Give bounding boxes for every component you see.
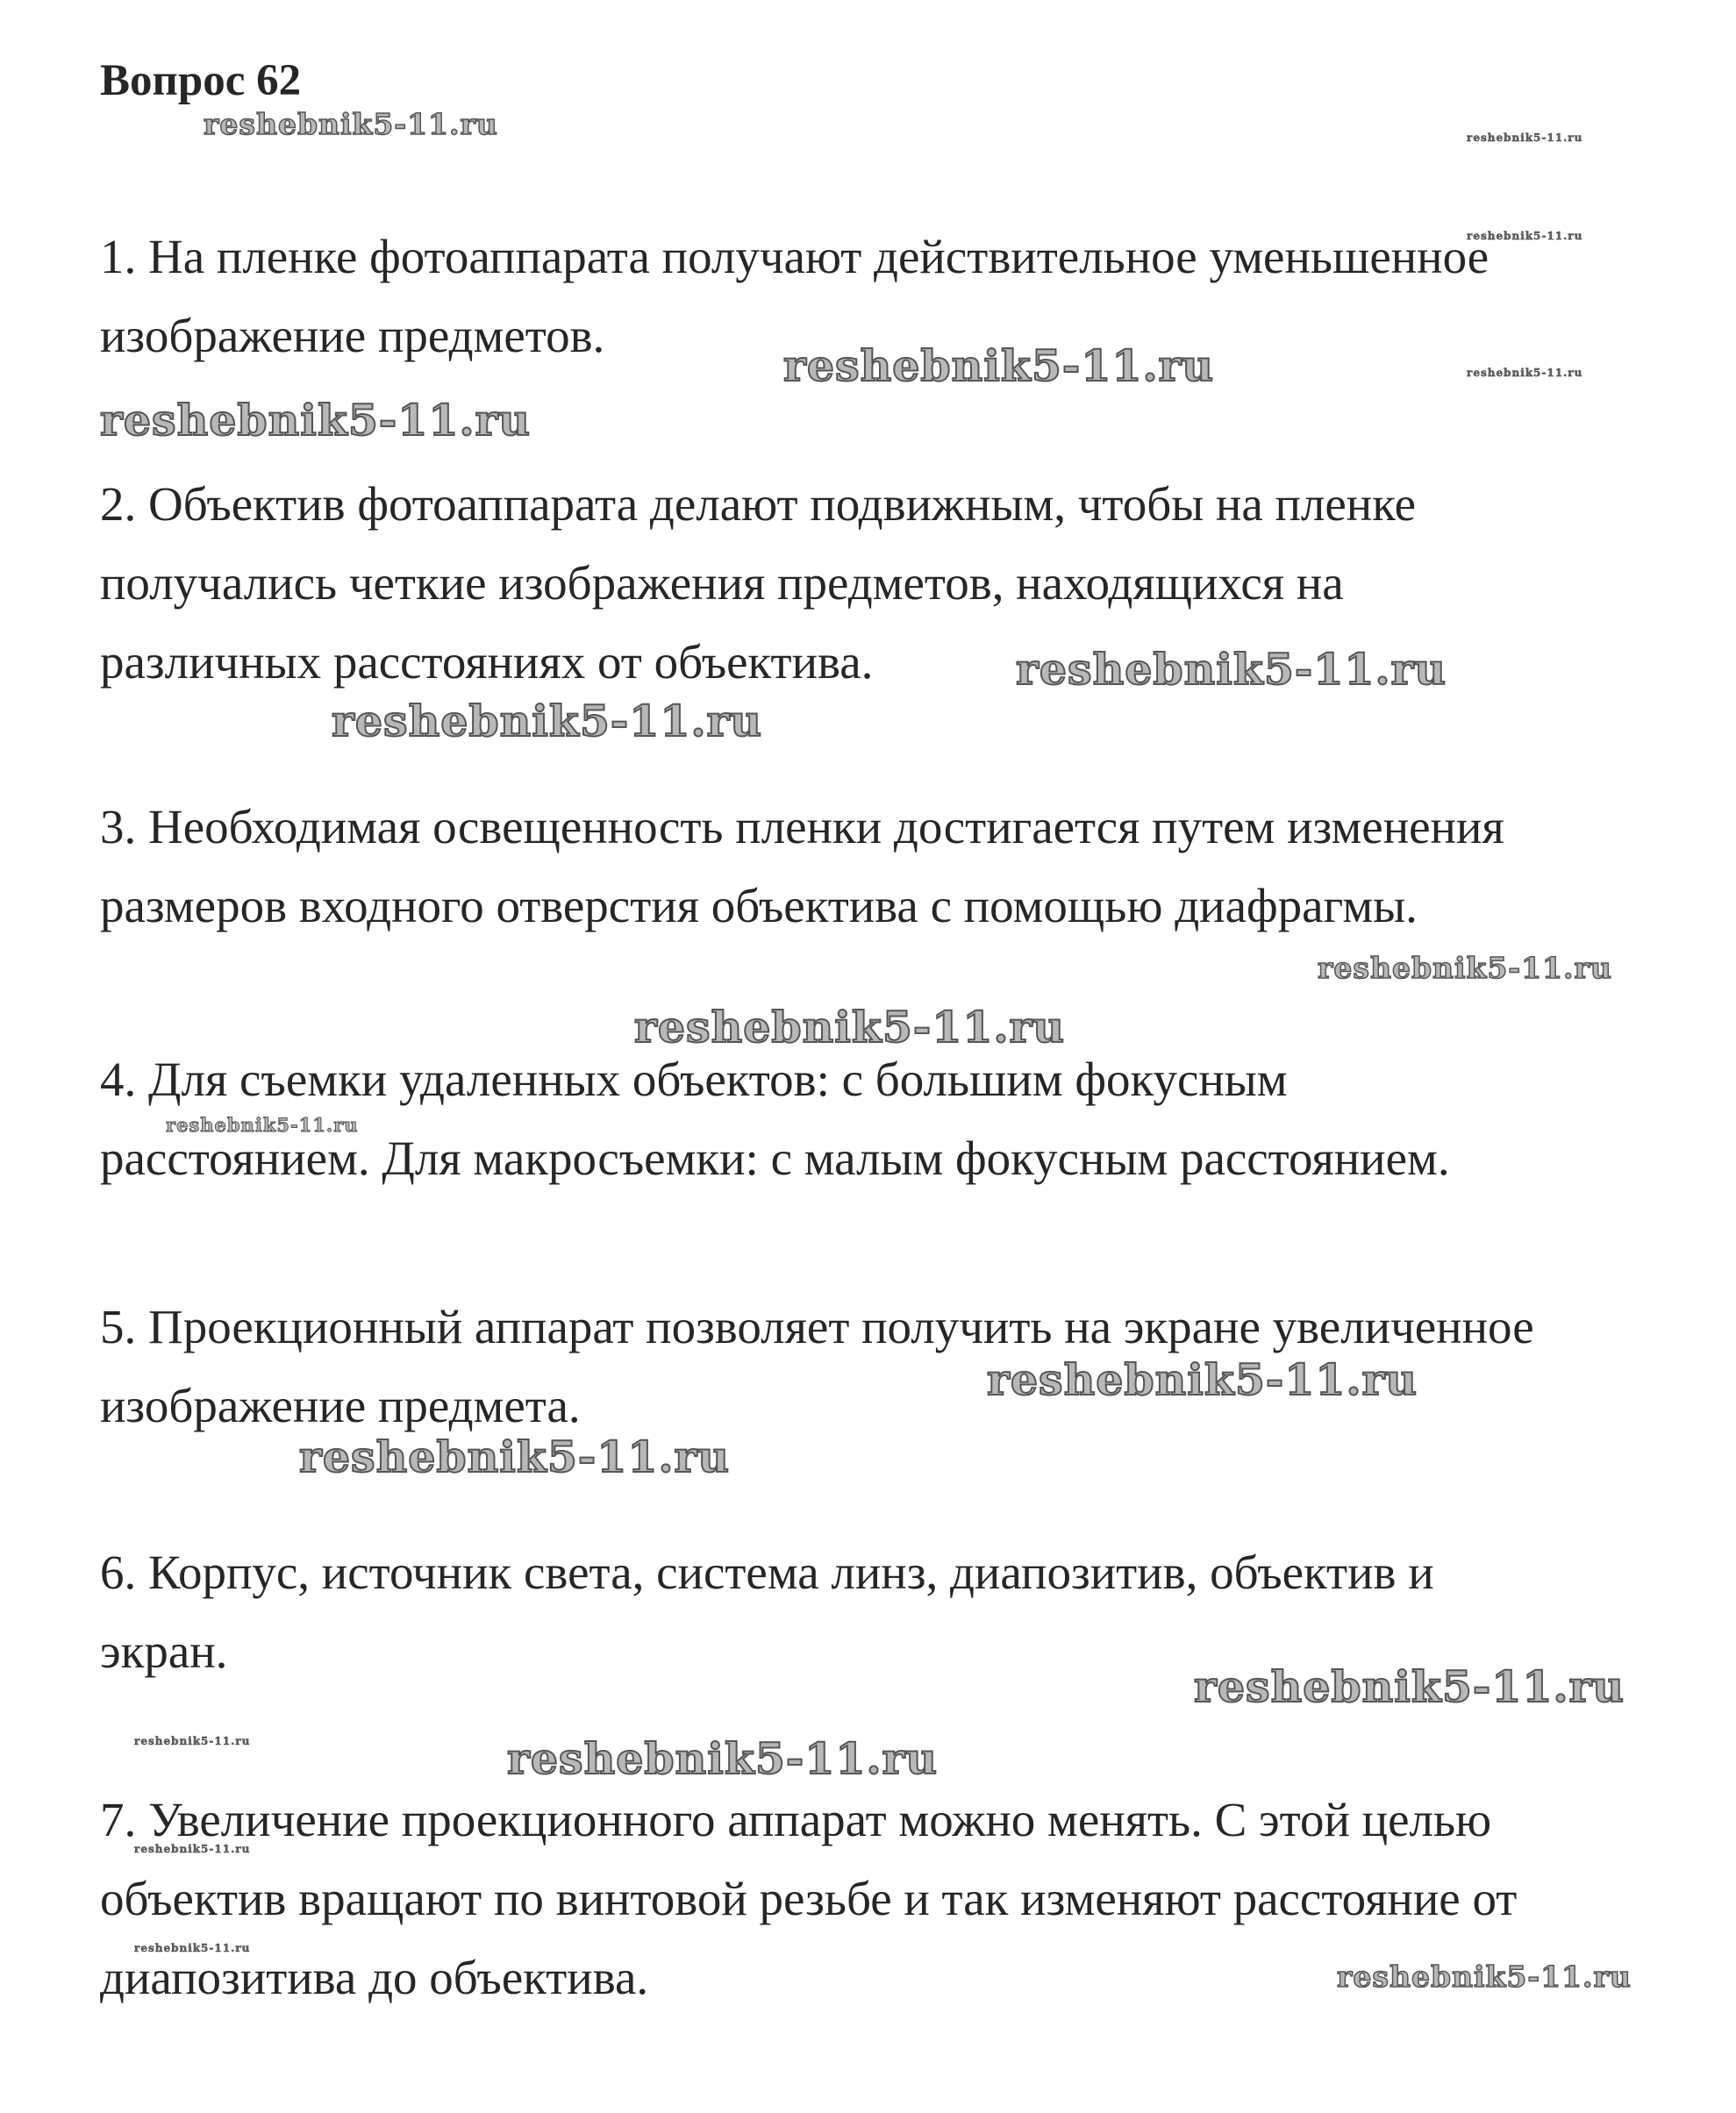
answer-line: экран. — [100, 1624, 228, 1678]
answer-line: диапозитива до объектива. — [100, 1951, 649, 2004]
answer-line: различных расстояниях от объектива. — [100, 635, 874, 689]
watermark: reshebnik5-11.ru — [1194, 1661, 1625, 1712]
answer-line: объектив вращают по винтовой резьбе и так изменяют расстояние от — [100, 1872, 1518, 1925]
answer-line: 7. Увеличение проекционного аппарат можно менять. С этой целью — [100, 1793, 1492, 1846]
answer-7 — [100, 1781, 1517, 2017]
answer-line: получались четкие изображения предметов, находящихся на — [100, 556, 1344, 610]
answer-1 — [100, 218, 1489, 375]
answer-line: размеров входного отверстия объектива с помощью диафрагмы. — [100, 879, 1418, 932]
watermark: reshebnik5-11.ru — [299, 1431, 730, 1482]
answer-line: 4. Для съемки удаленных объектов: с большим фокусным — [100, 1053, 1288, 1106]
answer-line: 2. Объектив фотоаппарата делают подвижным, чтобы на пленке — [100, 477, 1416, 531]
watermark: reshebnik5-11.ru — [634, 1002, 1065, 1053]
watermark: reshebnik5-11.ru — [100, 395, 531, 446]
page-title: Вопрос 62 — [100, 56, 302, 105]
answer-line: 6. Корпус, источник света, система линз, диапозитив, объектив и — [100, 1545, 1434, 1599]
watermark: reshebnik5-11.ru — [204, 107, 498, 141]
answer-2 — [100, 465, 1416, 702]
watermark: reshebnik5-11.ru — [1318, 951, 1612, 985]
answer-line: 5. Проекционный аппарат позволяет получить на экране увеличенное — [100, 1300, 1534, 1353]
watermark: reshebnik5-11.ru — [507, 1733, 938, 1784]
watermark: reshebnik5-11.ru — [134, 1942, 251, 1954]
watermark: reshebnik5-11.ru — [1016, 644, 1447, 695]
answer-line: 3. Необходимая освещенность пленки достигается путем изменения — [100, 800, 1504, 853]
answer-4 — [100, 1040, 1450, 1198]
watermark: reshebnik5-11.ru — [134, 1735, 251, 1747]
watermark: reshebnik5-11.ru — [1467, 132, 1583, 144]
answer-5 — [100, 1288, 1534, 1446]
watermark: reshebnik5-11.ru — [987, 1354, 1418, 1405]
answer-line: 1. На пленке фотоаппарата получают действительное уменьшенное — [100, 230, 1490, 283]
answer-3 — [100, 788, 1504, 946]
watermark: reshebnik5-11.ru — [1337, 1960, 1632, 1994]
answer-line: изображение предметов. — [100, 309, 605, 362]
answer-line: расстоянием. Для макросъемки: с малым фокусным расстоянием. — [100, 1131, 1450, 1185]
answer-6 — [100, 1533, 1434, 1691]
watermark: reshebnik5-11.ru — [783, 340, 1214, 391]
watermark: reshebnik5-11.ru — [1467, 367, 1583, 379]
answer-line: изображение предмета. — [100, 1379, 581, 1432]
watermark: reshebnik5-11.ru — [1467, 230, 1583, 242]
watermark: reshebnik5-11.ru — [166, 1114, 359, 1136]
watermark: reshebnik5-11.ru — [332, 696, 762, 746]
watermark: reshebnik5-11.ru — [134, 1843, 251, 1855]
